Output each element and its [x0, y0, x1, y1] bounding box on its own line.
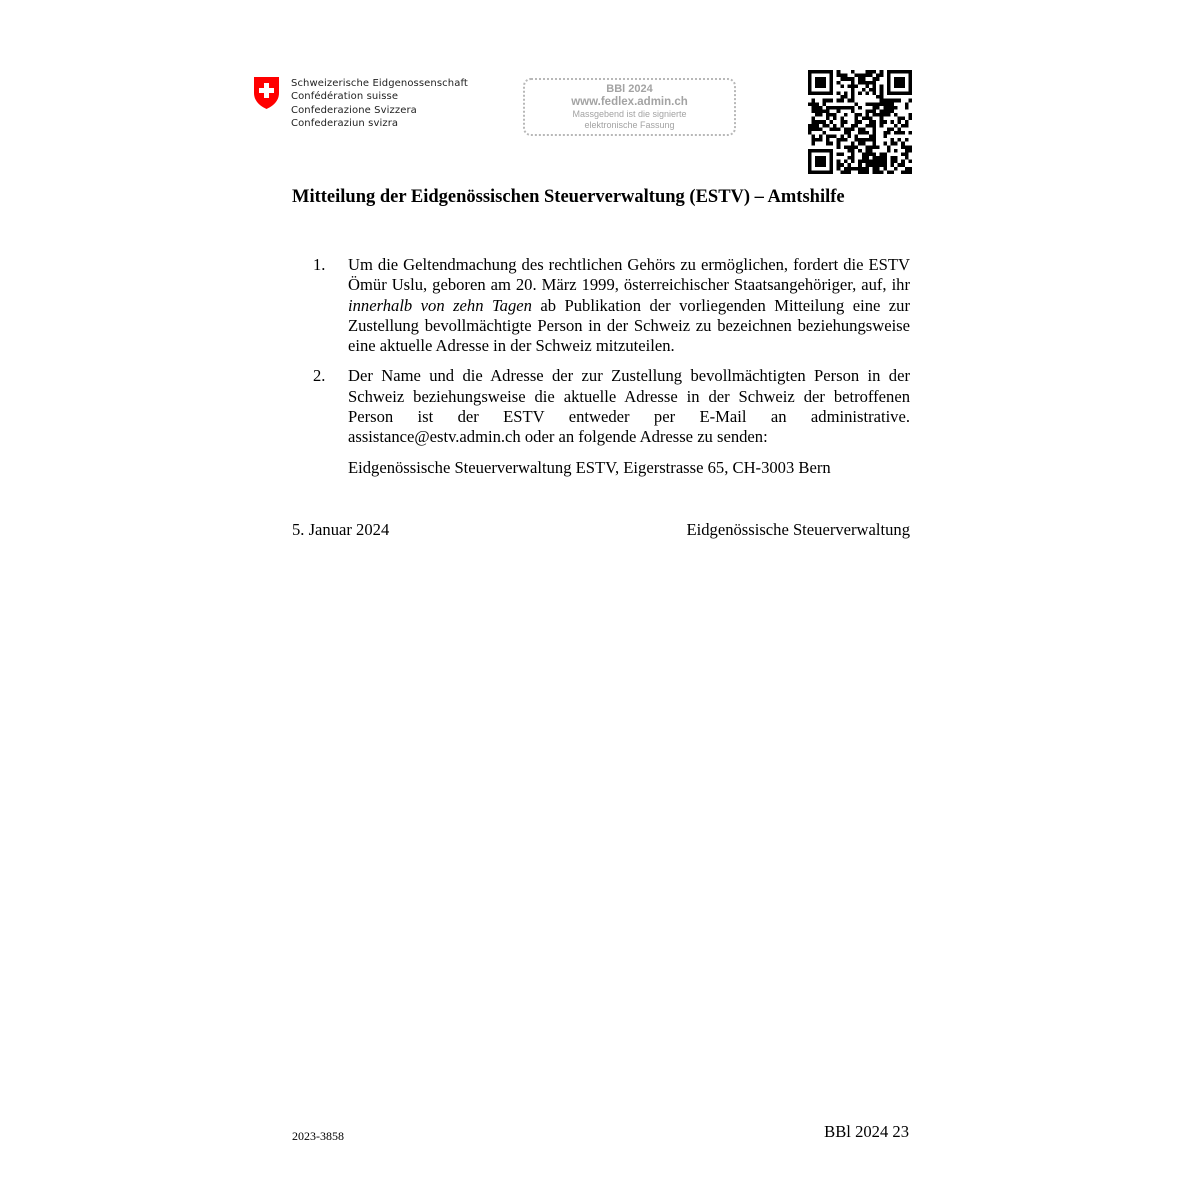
stamp-note-2: elektronische Fassung — [584, 120, 675, 130]
numbered-list — [292, 255, 910, 478]
postal-address: Eidgenössische Steuerverwaltung ESTV, Eigerstrasse 65, CH-3003 Bern — [348, 457, 831, 477]
logo-line-de: Schweizerische Eidgenossenschaft — [291, 78, 468, 89]
gazette-reference: BBl 2024 23 — [824, 1122, 909, 1141]
publication-stamp — [523, 78, 736, 136]
issuing-authority: Eidgenössische Steuerverwaltung — [686, 520, 910, 539]
item-number: 2. — [313, 366, 326, 386]
item-number: 1. — [313, 255, 326, 274]
item-text-end: ab Publikation der vorliegenden Mitteilung eine zur Zustellung bevollmächtigte Person in der Schweiz zu bezeichnen beziehungsweise eine aktuelle Adresse in der Schweiz mitzuteilen. — [348, 295, 910, 356]
logo-text — [291, 77, 468, 131]
publication-date: 5. Januar 2024 — [292, 520, 390, 539]
deadline-emphasis: innerhalb von zehn Tagen — [348, 295, 532, 315]
swiss-shield-icon — [253, 76, 280, 110]
document-id: 2023-3858 — [292, 1129, 344, 1143]
stamp-url: www.fedlex.admin.ch — [571, 96, 688, 108]
list-item — [292, 255, 910, 356]
stamp-note-1: Massgebend ist die signierte — [572, 109, 687, 119]
document-title: Mitteilung der Eidgenössischen Steuerverwaltung (ESTV) – Amtshilfe — [292, 187, 845, 207]
qr-code-icon — [808, 70, 912, 174]
list-item — [292, 366, 910, 447]
item-text-start: Um die Geltendmachung des rechtlichen Gehörs zu ermöglichen, fordert die ESTV Ömür Uslu, geboren am 20. März 1999, österreichischer Staatsangehöriger, auf, ihr — [348, 255, 910, 295]
stamp-publication: BBl 2024 — [606, 83, 653, 95]
item-text: Der Name und die Adresse der zur Zustellung bevollmächtigten Person in der Schweiz beziehungsweise die aktuelle Adresse in der Schweiz der betroffenen Person ist der ESTV entweder per E-Mail an administrative.​assistance@estv.admin.ch oder an folgende Adresse zu senden: — [348, 366, 910, 447]
item-text — [348, 255, 910, 356]
swiss-federal-logo — [253, 76, 468, 131]
logo-line-fr: Confédération suisse — [291, 91, 399, 103]
logo-line-rm: Confederaziun svizra — [291, 118, 399, 130]
logo-line-it: Confederazione Svizzera — [291, 104, 417, 116]
